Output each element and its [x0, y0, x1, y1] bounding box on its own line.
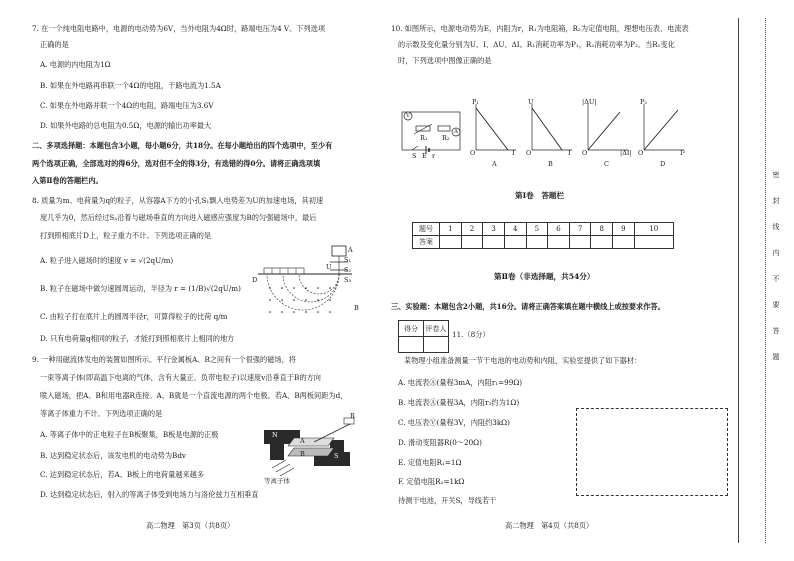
- binding-char: 内: [772, 249, 780, 257]
- fig8-label-a: A: [348, 246, 353, 254]
- q10-stem-line3: 时，下列选项中图像正确的是: [398, 56, 492, 65]
- graph-b-caption: B: [548, 160, 553, 168]
- q11-item-c: C. 电压表Ⓥ(量程3V，内阻约3kΩ): [398, 418, 510, 427]
- question-number: 4: [504, 223, 526, 236]
- q11-item-g: 待测干电池，开关S，导线若干: [398, 496, 497, 505]
- q9-option-b: B. 达到稳定状态后，该发电机的电动势为Bdv: [40, 451, 186, 460]
- question-number: 1: [440, 223, 462, 236]
- graph-a: [470, 102, 520, 154]
- fig8-label-s3: S₃: [344, 276, 352, 284]
- answer-cell[interactable]: [569, 236, 591, 249]
- q9-option-c: C. 达到稳定状态后，若A、B板上的电荷量越来越多: [40, 470, 205, 479]
- q7-option-b: B. 如果在外电路再串联一个4Ω的电阻，干路电流为1.5A: [40, 81, 221, 90]
- q8-stem-line2: 度几乎为0，然后经过S₃沿着与磁场垂直的方向进入磁感应强度为B的匀强磁场中，最后: [40, 213, 317, 222]
- circuit-emf: E: [422, 152, 427, 160]
- q7-stem-line2: 正确的是: [40, 40, 69, 49]
- q11-item-e: E. 定值电阻R₁=1Ω: [398, 458, 462, 467]
- graph-c-ylabel: |ΔU|: [582, 98, 597, 106]
- question-number: 2: [461, 223, 483, 236]
- score-label: 得分: [399, 321, 424, 337]
- q8-stem-line1: 8. 质量为m、电荷量为q的粒子，从容器A下方的小孔S₁飘入电势差为U的加速电场，其初速: [32, 196, 324, 205]
- graph-c-caption: C: [604, 160, 609, 168]
- graph-a-ylabel: P₁: [472, 98, 479, 106]
- q9-option-a: A. 等离子体中的正电粒子在B板聚集，B板是电源的正极: [40, 430, 219, 439]
- answer-grid-row-answers: [413, 236, 674, 249]
- part1-title: 第Ⅰ卷 答题栏: [515, 191, 565, 200]
- q9-option-d: D. 达到稳定状态后，射入的等离子体受到电场力与洛伦兹力互相垂直: [40, 490, 259, 499]
- part2-title: 第Ⅱ卷（非选择题，共54分）: [494, 272, 595, 281]
- answer-cell[interactable]: [613, 236, 635, 249]
- graph-b-origin: O: [526, 149, 532, 157]
- binding-char: 要: [772, 301, 780, 309]
- section2-line2: 两个选项正确，全部选对的得6分，选对但不全的得3分，有选错的得0分。请将正确选项填: [32, 159, 321, 168]
- q8-option-d: D. 只有电荷量q相同的粒子，才能打到照相底片上相同的地方: [40, 334, 235, 343]
- binding-char: 答: [772, 327, 780, 335]
- question-number: 6: [548, 223, 570, 236]
- fig9-label-r: R: [350, 412, 355, 420]
- q11-item-f: F. 定值电阻R₂=1kΩ: [398, 477, 465, 486]
- q10-stem-line2: 的示数及变化量分别为U、I、ΔU、ΔI。R₁消耗功率为P₁，R₂消耗功率为P₂。当R₁变化: [398, 40, 675, 49]
- graph-d-xlabel: I²: [680, 149, 686, 157]
- circuit-voltmeter: V: [406, 113, 410, 119]
- section2-line3: 入第Ⅱ卷的答题栏内。: [32, 176, 103, 185]
- left-page-footer: 高二物理 第3页（共8页）: [146, 521, 235, 530]
- q8-option-a: A. 粒子进入磁场时的速度 v = √(2qU/m): [40, 256, 174, 265]
- q7-option-c: C. 如果在外电路并联一个4Ω的电阻，路端电压为3.6V: [40, 101, 214, 110]
- graph-b: [526, 102, 576, 154]
- graph-a-origin: O: [470, 149, 476, 157]
- graph-d: [638, 102, 688, 154]
- grader-cell[interactable]: [424, 337, 449, 353]
- graph-a-caption: A: [492, 160, 497, 168]
- fig8-label-b: B: [354, 304, 359, 312]
- score-box: [398, 320, 449, 353]
- section3-heading: 三、实验题：本题包含2小题，共16分。请将正确答案填在题中横线上或按要求作答。: [391, 302, 665, 311]
- fig9-label-s: S: [334, 452, 339, 460]
- binding-char: 题: [772, 353, 780, 361]
- q7-stem-line1: 7. 在一个纯电阻电路中，电源的电动势为6V，当外电阻为4Ω时，路端电压为4 V。下列选项: [32, 24, 326, 33]
- answer-row-label: 答案: [413, 236, 440, 249]
- fig9-label-plasma: 等离子体: [264, 477, 290, 485]
- q8-stem-line3: 打到照相底片D上，粒子重力不计。下列选项正确的是: [40, 231, 212, 240]
- fig8-label-s1: S₁: [344, 256, 352, 264]
- q9-stem-line4: 等离子体重力不计。下列选项正确的是: [40, 409, 163, 418]
- graph-d-caption: D: [660, 160, 666, 168]
- answer-cell[interactable]: [483, 236, 505, 249]
- question-number: 8: [591, 223, 613, 236]
- fig9-label-a: A: [300, 437, 305, 445]
- circuit-drawing-area[interactable]: [576, 408, 728, 496]
- graph-c: [582, 102, 632, 154]
- graph-b-ylabel: U: [528, 98, 534, 106]
- q11-title: 11.（8分）: [452, 330, 490, 339]
- fig9-label-b: B: [300, 450, 305, 458]
- question-number: 10: [634, 223, 673, 236]
- q10-stem-line1: 10. 如图所示，电源电动势为E，内阻为r，R₁为电阻箱，R₂为定值电阻，理想电压表、电流表: [391, 24, 689, 33]
- binding-seal-text: [771, 170, 781, 378]
- graph-d-origin: O: [638, 149, 644, 157]
- answer-cell[interactable]: [591, 236, 613, 249]
- answer-cell[interactable]: [440, 236, 462, 249]
- section2-line1: 二、多项选择题：本题包含3小题，每小题6分，共18分。在每小题给出的四个选项中，至少有: [32, 141, 333, 150]
- q9-stem-line3: 喷入磁场，把A、B和用电器R连接。A、B就是一个直流电源的两个电极。若A、B两板间距为d，: [40, 391, 348, 400]
- question-number: 3: [483, 223, 505, 236]
- circuit-internal-r: r: [432, 152, 436, 160]
- circuit-ammeter: A: [454, 129, 458, 135]
- answer-grid-header: 题号: [413, 223, 440, 236]
- binding-line-outer: [738, 18, 739, 543]
- q9-stem-line1: 9. 一种用磁流体发电的装置如图所示。平行金属板A、B之间有一个很强的磁场，将: [32, 355, 296, 364]
- binding-char: 密: [772, 171, 780, 179]
- score-cell[interactable]: [399, 337, 424, 353]
- binding-char: 线: [772, 223, 780, 231]
- binding-char: 封: [772, 197, 780, 205]
- fig8-label-d: D: [252, 276, 258, 284]
- circuit-switch: S: [412, 152, 417, 160]
- answer-cell[interactable]: [504, 236, 526, 249]
- fig9-label-n: N: [272, 431, 278, 439]
- q7-option-a: A. 电源的内电阻为1Ω: [40, 60, 111, 69]
- answer-cell[interactable]: [548, 236, 570, 249]
- fig8-label-u: U: [326, 263, 332, 271]
- circuit-r1: R₁: [420, 134, 428, 142]
- q7-option-d: D. 如果外电路的总电阻为0.5Ω，电源的输出功率最大: [40, 121, 212, 130]
- question-number: 5: [526, 223, 548, 236]
- answer-cell[interactable]: [634, 236, 673, 249]
- circuit-r2: R₂: [442, 134, 450, 142]
- answer-grid-row-numbers: [413, 223, 674, 236]
- question-number: 9: [613, 223, 635, 236]
- q11-item-d: D. 滑动变阻器R(0～20Ω): [398, 438, 482, 447]
- q9-stem-line2: 一束等离子体(即高温下电离的气体，含有大量正、负带电粒子)以速度v沿垂直于B的方向: [40, 373, 321, 382]
- answer-cell[interactable]: [461, 236, 483, 249]
- graph-c-xlabel: |ΔI|: [620, 149, 632, 157]
- q8-option-b: B. 粒子在磁场中做匀速圆周运动，半径为 r = (1/B)√(2qU/m): [40, 284, 241, 293]
- graph-c-origin: O: [582, 149, 588, 157]
- fig8-label-s2: S₂: [344, 266, 352, 274]
- binding-line-inner: [765, 18, 766, 543]
- q8-option-c: C. 由粒子打在底片上的圆周半径r，可算得粒子的比荷 q/m: [40, 312, 228, 321]
- graph-a-xlabel: I: [512, 149, 515, 157]
- q11-item-b: B. 电流表Ⓐ(量程3A，内阻r₂约为1Ω): [398, 398, 520, 407]
- graph-d-ylabel: P₂: [640, 98, 647, 106]
- right-page-footer: 高二物理 第4页（共8页）: [505, 521, 594, 530]
- grader-label: 评卷人: [424, 321, 449, 337]
- q11-item-a: A. 电流表Ⓐ(量程3mA，内阻r₁=99Ω): [398, 378, 523, 387]
- graph-b-xlabel: I: [568, 149, 571, 157]
- binding-char: 不: [772, 275, 780, 283]
- q11-intro: 某物理小组准备测量一节干电池的电动势和内阻，实验室提供了如下器材：: [404, 356, 642, 365]
- question-number: 7: [569, 223, 591, 236]
- answer-cell[interactable]: [526, 236, 548, 249]
- answer-grid: [412, 222, 674, 249]
